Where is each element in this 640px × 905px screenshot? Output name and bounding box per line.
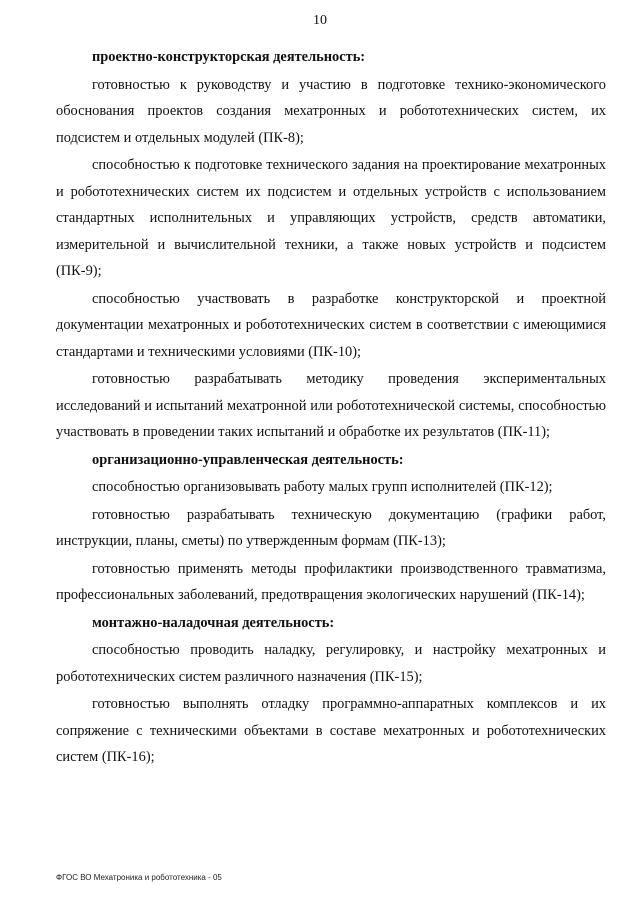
competency-pk-14: готовностью применять методы профилактики производственного травматизма, профессиональных заболеваний, предотвращения экологических нарушений (ПК-14); (56, 560, 606, 603)
section-heading-installation: монтажно-наладочная деятельность: (92, 614, 335, 631)
page-footer: ФГОС ВО Мехатроника и робототехника - 05 (56, 873, 222, 882)
page-number: 10 (313, 13, 327, 28)
competency-pk-11: готовностью разрабатывать методику проведения экспериментальных исследований и испытаний мехатронной или робототехнической системы, способностью участвовать в проведении таких испытаний и обработке их результатов (ПК-11); (56, 371, 606, 440)
section-heading-management: организационно-управленческая деятельность: (92, 451, 404, 468)
competency-pk-12: способностью организовывать работу малых групп исполнителей (ПК-12); (92, 479, 553, 495)
competency-pk-8: готовностью к руководству и участию в подготовке технико-экономического обоснования проектов создания мехатронных и робототехнических систем, их подсистем и отдельных модулей (ПК-8); (56, 76, 606, 146)
section-heading-design: проектно-конструкторская деятельность: (92, 49, 366, 65)
competency-pk-13: готовностью разрабатывать техническую документацию (графики работ, инструкции, планы, сметы) по утвержденным формам (ПК-13); (56, 506, 606, 549)
competency-pk-10: способностью участвовать в разработке конструкторской и проектной документации мехатронных и робототехнических систем в соответствии с имеющимися стандартами и техническими условиями (ПК-10); (56, 290, 606, 360)
competency-pk-16: готовностью выполнять отладку программно-аппаратных комплексов и их сопряжение с техническими объектами в составе мехатронных и робототехнических систем (ПК-16); (56, 696, 606, 765)
document-body (56, 44, 606, 772)
competency-pk-15: способностью проводить наладку, регулировку, и настройку мехатронных и робототехнических систем различного назначения (ПК-15); (56, 642, 606, 685)
competency-pk-9: способностью к подготовке технического задания на проектирование мехатронных и робототехнических систем их подсистем и отдельных устройств с использованием стандартных исполнительных и управляющих устройств, средств автоматики, измерительной и вычислительной техники, а также новых устройств и подсистем (ПК-9); (56, 157, 606, 279)
